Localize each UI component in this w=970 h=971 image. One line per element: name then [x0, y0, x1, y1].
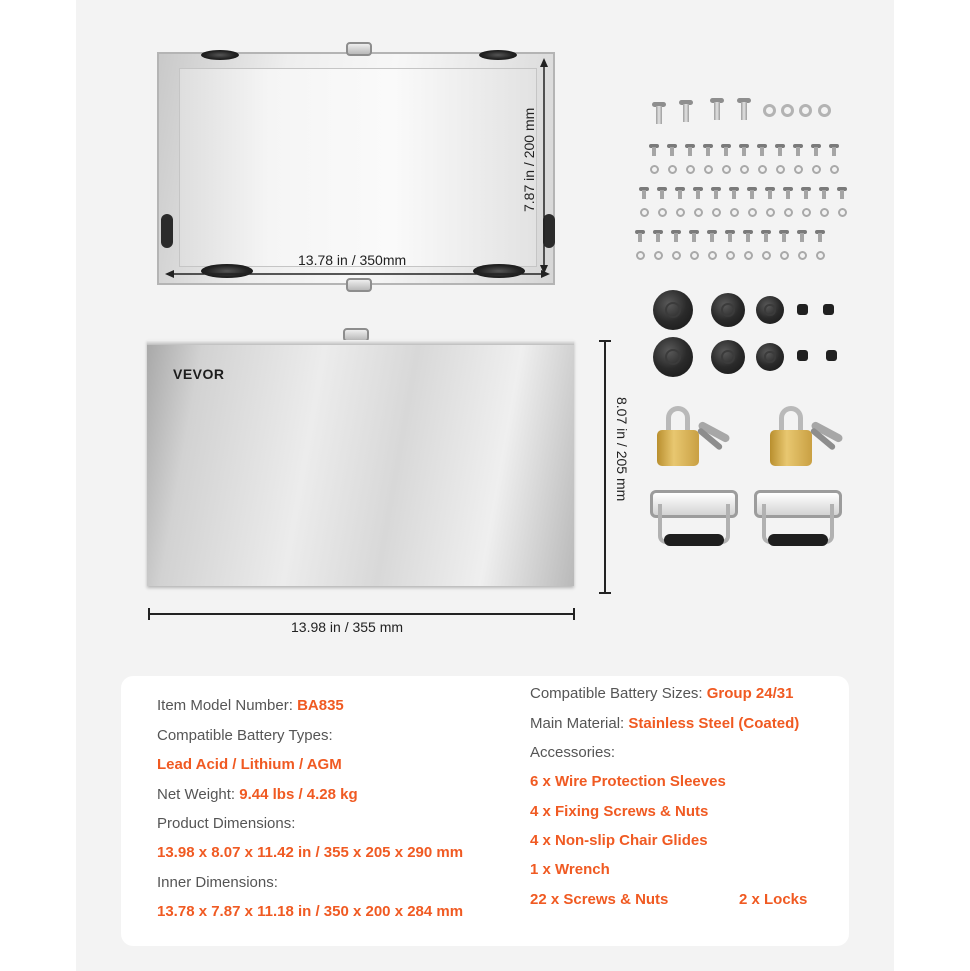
- rubber-foot-icon: [201, 50, 239, 60]
- washer-icon: [722, 165, 731, 174]
- screw-icon: [758, 144, 766, 156]
- screw-icon: [658, 187, 666, 199]
- spec-battery-sizes: [530, 685, 793, 702]
- padlock-icon: [657, 406, 705, 476]
- screw-icon: [712, 187, 720, 199]
- washer-icon: [766, 208, 775, 217]
- screw-icon: [776, 144, 784, 156]
- washer-icon: [636, 251, 645, 260]
- accessory-item-locks: 2 x Locks: [739, 891, 808, 908]
- lid-edge: [147, 340, 574, 345]
- chair-glide-icon: [797, 350, 808, 361]
- screw-icon: [704, 144, 712, 156]
- spec-material-label: Main Material:: [530, 715, 625, 732]
- spec-battery-types-value: Lead Acid / Lithium / AGM: [157, 756, 342, 773]
- spec-model: [157, 697, 344, 714]
- washer-icon: [838, 208, 847, 217]
- washer-icon: [686, 165, 695, 174]
- accessory-item: 6 x Wire Protection Sleeves: [530, 773, 726, 790]
- spec-model-label: Item Model Number:: [157, 697, 293, 714]
- screw-icon: [744, 230, 752, 242]
- washer-icon: [776, 165, 785, 174]
- screw-icon: [838, 187, 846, 199]
- washer-icon: [794, 165, 803, 174]
- grommet-icon: [161, 214, 173, 248]
- washer-icon: [816, 251, 825, 260]
- washer-icon: [708, 251, 717, 260]
- chair-glide-icon: [797, 304, 808, 315]
- brand-logo: VEVOR: [173, 366, 225, 382]
- washer-icon: [704, 165, 713, 174]
- open-box-width-dimension: [165, 268, 550, 280]
- dimension-tick: [599, 340, 611, 342]
- screw-icon: [676, 187, 684, 199]
- accessory-item: 1 x Wrench: [530, 861, 610, 878]
- wire-sleeve-icon: [653, 290, 693, 330]
- latch-icon: [346, 42, 372, 56]
- closed-battery-box-image: [147, 340, 574, 586]
- closed-box-width-label: 13.98 in / 355 mm: [291, 619, 404, 635]
- screw-icon: [708, 230, 716, 242]
- handle-icon: [650, 490, 738, 552]
- bolt-icon: [740, 98, 748, 120]
- washer-icon: [672, 251, 681, 260]
- closed-box-height-line: [604, 340, 606, 593]
- washer-icon: [712, 208, 721, 217]
- bolt-icon: [655, 102, 663, 124]
- screw-icon: [650, 144, 658, 156]
- screw-icon: [762, 230, 770, 242]
- padlock-icon: [770, 406, 818, 476]
- screw-icon: [766, 187, 774, 199]
- handle-icon: [754, 490, 842, 552]
- spec-net-weight-value: 9.44 lbs / 4.28 kg: [239, 786, 358, 803]
- nut-icon: [763, 104, 776, 117]
- washer-icon: [654, 251, 663, 260]
- washer-icon: [762, 251, 771, 260]
- washer-icon: [798, 251, 807, 260]
- accessory-item: 22 x Screws & Nuts: [530, 891, 669, 908]
- washer-icon: [740, 165, 749, 174]
- spec-inner-dims-value: 13.78 x 7.87 x 11.18 in / 350 x 200 x 284 mm: [157, 903, 464, 920]
- washer-icon: [726, 251, 735, 260]
- screw-icon: [812, 144, 820, 156]
- washer-icon: [820, 208, 829, 217]
- screw-icon: [740, 144, 748, 156]
- dimension-tick: [573, 608, 575, 620]
- rubber-foot-icon: [479, 50, 517, 60]
- closed-box-height-label: 8.07 in / 205 mm: [614, 397, 630, 502]
- washer-icon: [812, 165, 821, 174]
- screw-icon: [694, 187, 702, 199]
- nut-icon: [781, 104, 794, 117]
- screw-icon: [668, 144, 676, 156]
- wire-sleeve-icon: [711, 340, 745, 374]
- wire-sleeve-icon: [711, 293, 745, 327]
- screw-icon: [820, 187, 828, 199]
- bolt-icon: [682, 100, 690, 122]
- chair-glide-icon: [826, 350, 837, 361]
- spec-model-value: BA835: [297, 697, 344, 714]
- spec-material-value: Stainless Steel (Coated): [628, 715, 800, 732]
- open-battery-box-image: [157, 52, 555, 285]
- screw-icon: [830, 144, 838, 156]
- washer-icon: [730, 208, 739, 217]
- spec-battery-sizes-label: Compatible Battery Sizes:: [530, 685, 703, 702]
- screw-icon: [690, 230, 698, 242]
- screw-icon: [654, 230, 662, 242]
- spec-net-weight: [157, 786, 358, 803]
- spec-battery-types-label: Compatible Battery Types:: [157, 727, 333, 744]
- closed-box-width-line: [148, 613, 574, 615]
- washer-icon: [830, 165, 839, 174]
- screw-icon: [636, 230, 644, 242]
- spec-product-dims-value: 13.98 x 8.07 x 11.42 in / 355 x 205 x 290 mm: [157, 844, 464, 861]
- washer-icon: [676, 208, 685, 217]
- screw-icon: [730, 187, 738, 199]
- spec-battery-sizes-value: Group 24/31: [706, 685, 794, 702]
- screw-icon: [794, 144, 802, 156]
- dimension-tick: [148, 608, 150, 620]
- nut-icon: [799, 104, 812, 117]
- open-box-height-dimension: [538, 58, 550, 274]
- washer-icon: [658, 208, 667, 217]
- dimension-tick: [599, 592, 611, 594]
- washer-icon: [650, 165, 659, 174]
- screw-icon: [726, 230, 734, 242]
- wire-sleeve-icon: [756, 343, 784, 371]
- screw-icon: [802, 187, 810, 199]
- chair-glide-icon: [823, 304, 834, 315]
- washer-icon: [690, 251, 699, 260]
- wire-sleeve-icon: [756, 296, 784, 324]
- washer-icon: [744, 251, 753, 260]
- screw-icon: [798, 230, 806, 242]
- spec-material: [530, 715, 799, 732]
- screw-icon: [780, 230, 788, 242]
- screw-icon: [672, 230, 680, 242]
- spec-product-dims-label: Product Dimensions:: [157, 815, 296, 832]
- washer-icon: [758, 165, 767, 174]
- accessory-item: 4 x Non-slip Chair Glides: [530, 832, 708, 849]
- screw-icon: [748, 187, 756, 199]
- spec-inner-dims-label: Inner Dimensions:: [157, 874, 278, 891]
- nut-icon: [818, 104, 831, 117]
- washer-icon: [668, 165, 677, 174]
- washer-icon: [748, 208, 757, 217]
- open-box-width-label: 13.78 in / 350mm: [298, 252, 407, 268]
- spec-accessories-label: Accessories:: [530, 744, 616, 761]
- washer-icon: [640, 208, 649, 217]
- latch-icon: [346, 278, 372, 292]
- bolt-icon: [713, 98, 721, 120]
- screw-icon: [816, 230, 824, 242]
- spec-net-weight-label: Net Weight:: [157, 786, 236, 803]
- washer-icon: [694, 208, 703, 217]
- wire-sleeve-icon: [653, 337, 693, 377]
- screw-icon: [784, 187, 792, 199]
- open-box-height-label: 7.87 in / 200 mm: [521, 107, 537, 212]
- washer-icon: [784, 208, 793, 217]
- screw-icon: [686, 144, 694, 156]
- washer-icon: [802, 208, 811, 217]
- washer-icon: [780, 251, 789, 260]
- accessory-item: 4 x Fixing Screws & Nuts: [530, 803, 709, 820]
- screw-icon: [640, 187, 648, 199]
- box-interior: [179, 68, 537, 267]
- screw-icon: [722, 144, 730, 156]
